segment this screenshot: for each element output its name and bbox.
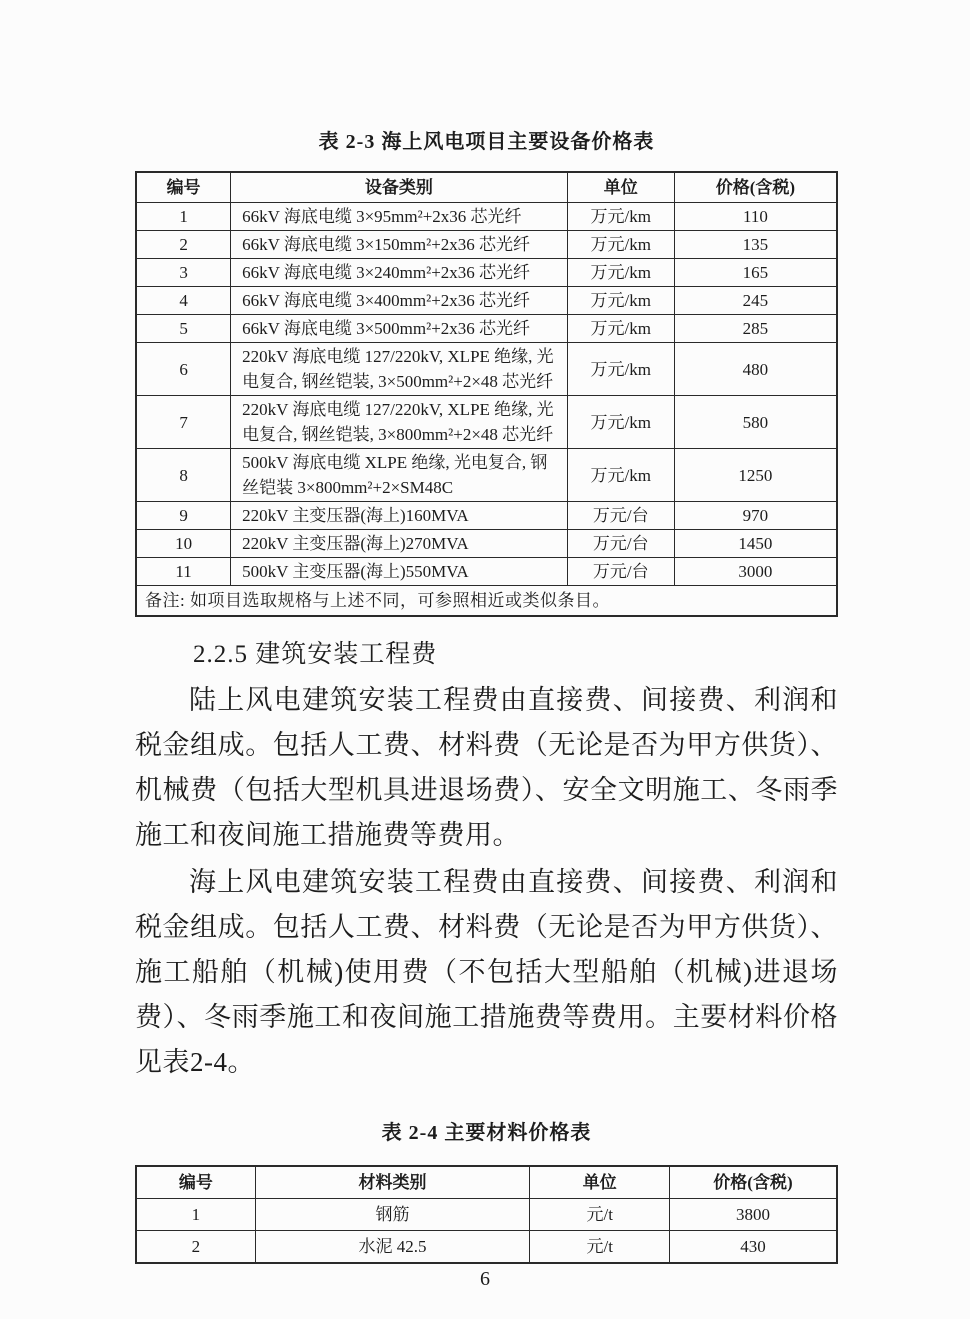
column-header: 材料类别 xyxy=(255,1166,530,1199)
table-cell: 220kV 主变压器(海上)160MVA xyxy=(231,502,567,530)
table-cell: 66kV 海底电缆 3×150mm²+2x36 芯光纤 xyxy=(231,231,567,259)
table-cell: 万元/km xyxy=(567,259,674,287)
column-header: 价格(含税) xyxy=(674,172,837,203)
table-cell: 11 xyxy=(136,558,231,586)
table-note: 备注: 如项目选取规格与上述不同，可参照相近或类似条目。 xyxy=(136,586,837,617)
table-cell: 285 xyxy=(674,315,837,343)
table-cell: 9 xyxy=(136,502,231,530)
table-cell: 245 xyxy=(674,287,837,315)
table-cell: 8 xyxy=(136,449,231,502)
table-cell: 万元/台 xyxy=(567,502,674,530)
table-cell: 万元/km xyxy=(567,449,674,502)
table-cell: 5 xyxy=(136,315,231,343)
material-price-table xyxy=(135,1165,838,1264)
table-cell: 580 xyxy=(674,396,837,449)
table-cell: 480 xyxy=(674,343,837,396)
table-cell: 66kV 海底电缆 3×400mm²+2x36 芯光纤 xyxy=(231,287,567,315)
column-header: 单位 xyxy=(567,172,674,203)
column-header: 设备类别 xyxy=(231,172,567,203)
table-cell: 1 xyxy=(136,1199,255,1231)
table-cell: 钢筋 xyxy=(255,1199,530,1231)
table-2-4-title: 表 2-4 主要材料价格表 xyxy=(381,1122,592,1144)
table-2-3-title: 表 2-3 海上风电项目主要设备价格表 xyxy=(318,131,655,153)
table-cell: 万元/km xyxy=(567,396,674,449)
column-header: 编号 xyxy=(136,172,231,203)
table-cell: 1450 xyxy=(674,530,837,558)
table-cell: 1 xyxy=(136,203,231,231)
table-cell: 110 xyxy=(674,203,837,231)
table-cell: 500kV 主变压器(海上)550MVA xyxy=(231,558,567,586)
table-cell: 万元/km xyxy=(567,287,674,315)
paragraph-offshore-cost: 海上风电建筑安装工程费由直接费、间接费、利润和税金组成。包括人工费、材料费（无论是否为甲方供货）、施工船舶（机械)使用费（不包括大型船舶（机械)进退场费）、冬雨季施工和夜间施工措施费等费用。主要材料价格见表2-4。 xyxy=(135,867,838,1077)
page-number: 6 xyxy=(480,1268,490,1290)
table-cell: 元/t xyxy=(530,1199,669,1231)
table-row xyxy=(136,396,837,449)
equipment-price-table xyxy=(135,171,838,617)
table-body xyxy=(136,1199,837,1264)
table-cell: 165 xyxy=(674,259,837,287)
table-row xyxy=(136,231,837,259)
table-cell: 3 xyxy=(136,259,231,287)
table-row xyxy=(136,1199,837,1231)
table-row xyxy=(136,530,837,558)
table-cell: 970 xyxy=(674,502,837,530)
table-cell: 万元/km xyxy=(567,231,674,259)
table-cell: 万元/km xyxy=(567,343,674,396)
table-row xyxy=(136,287,837,315)
table-cell: 万元/km xyxy=(567,315,674,343)
table-cell: 135 xyxy=(674,231,837,259)
table-body xyxy=(136,203,837,586)
table-cell: 3800 xyxy=(669,1199,837,1231)
table-cell: 万元/台 xyxy=(567,530,674,558)
table-header-row xyxy=(136,1166,837,1199)
table-cell: 2 xyxy=(136,1231,255,1264)
table-row xyxy=(136,343,837,396)
table-row xyxy=(136,259,837,287)
table-header-row xyxy=(136,172,837,203)
section-heading: 2.2.5 建筑安装工程费 xyxy=(193,641,438,668)
table-cell: 4 xyxy=(136,287,231,315)
table-cell: 220kV 海底电缆 127/220kV, XLPE 绝缘, 光电复合, 钢丝铠装, 3×800mm²+2×48 芯光纤 xyxy=(231,396,567,449)
table-row xyxy=(136,449,837,502)
column-header: 编号 xyxy=(136,1166,255,1199)
table-cell: 66kV 海底电缆 3×240mm²+2x36 芯光纤 xyxy=(231,259,567,287)
table-cell: 6 xyxy=(136,343,231,396)
table-cell: 220kV 海底电缆 127/220kV, XLPE 绝缘, 光电复合, 钢丝铠装, 3×500mm²+2×48 芯光纤 xyxy=(231,343,567,396)
table-cell: 2 xyxy=(136,231,231,259)
table-row xyxy=(136,315,837,343)
table-cell: 66kV 海底电缆 3×500mm²+2x36 芯光纤 xyxy=(231,315,567,343)
table-cell: 3000 xyxy=(674,558,837,586)
table-row xyxy=(136,558,837,586)
table-cell: 66kV 海底电缆 3×95mm²+2x36 芯光纤 xyxy=(231,203,567,231)
table-cell: 7 xyxy=(136,396,231,449)
column-header: 单位 xyxy=(530,1166,669,1199)
table-cell: 1250 xyxy=(674,449,837,502)
table-cell: 500kV 海底电缆 XLPE 绝缘, 光电复合, 钢丝铠装 3×800mm²+2×SM48C xyxy=(231,449,567,502)
table-cell: 万元/km xyxy=(567,203,674,231)
table-note-row xyxy=(136,586,837,617)
table-cell: 万元/台 xyxy=(567,558,674,586)
table-cell: 10 xyxy=(136,530,231,558)
table-cell: 水泥 42.5 xyxy=(255,1231,530,1264)
table-row xyxy=(136,502,837,530)
table-row xyxy=(136,1231,837,1264)
table-cell: 220kV 主变压器(海上)270MVA xyxy=(231,530,567,558)
table-cell: 430 xyxy=(669,1231,837,1264)
table-row xyxy=(136,203,837,231)
paragraph-onshore-cost: 陆上风电建筑安装工程费由直接费、间接费、利润和税金组成。包括人工费、材料费（无论是否为甲方供货）、机械费（包括大型机具进退场费）、安全文明施工、冬雨季施工和夜间施工措施费等费用。 xyxy=(135,685,838,850)
table-cell: 元/t xyxy=(530,1231,669,1264)
column-header: 价格(含税) xyxy=(669,1166,837,1199)
